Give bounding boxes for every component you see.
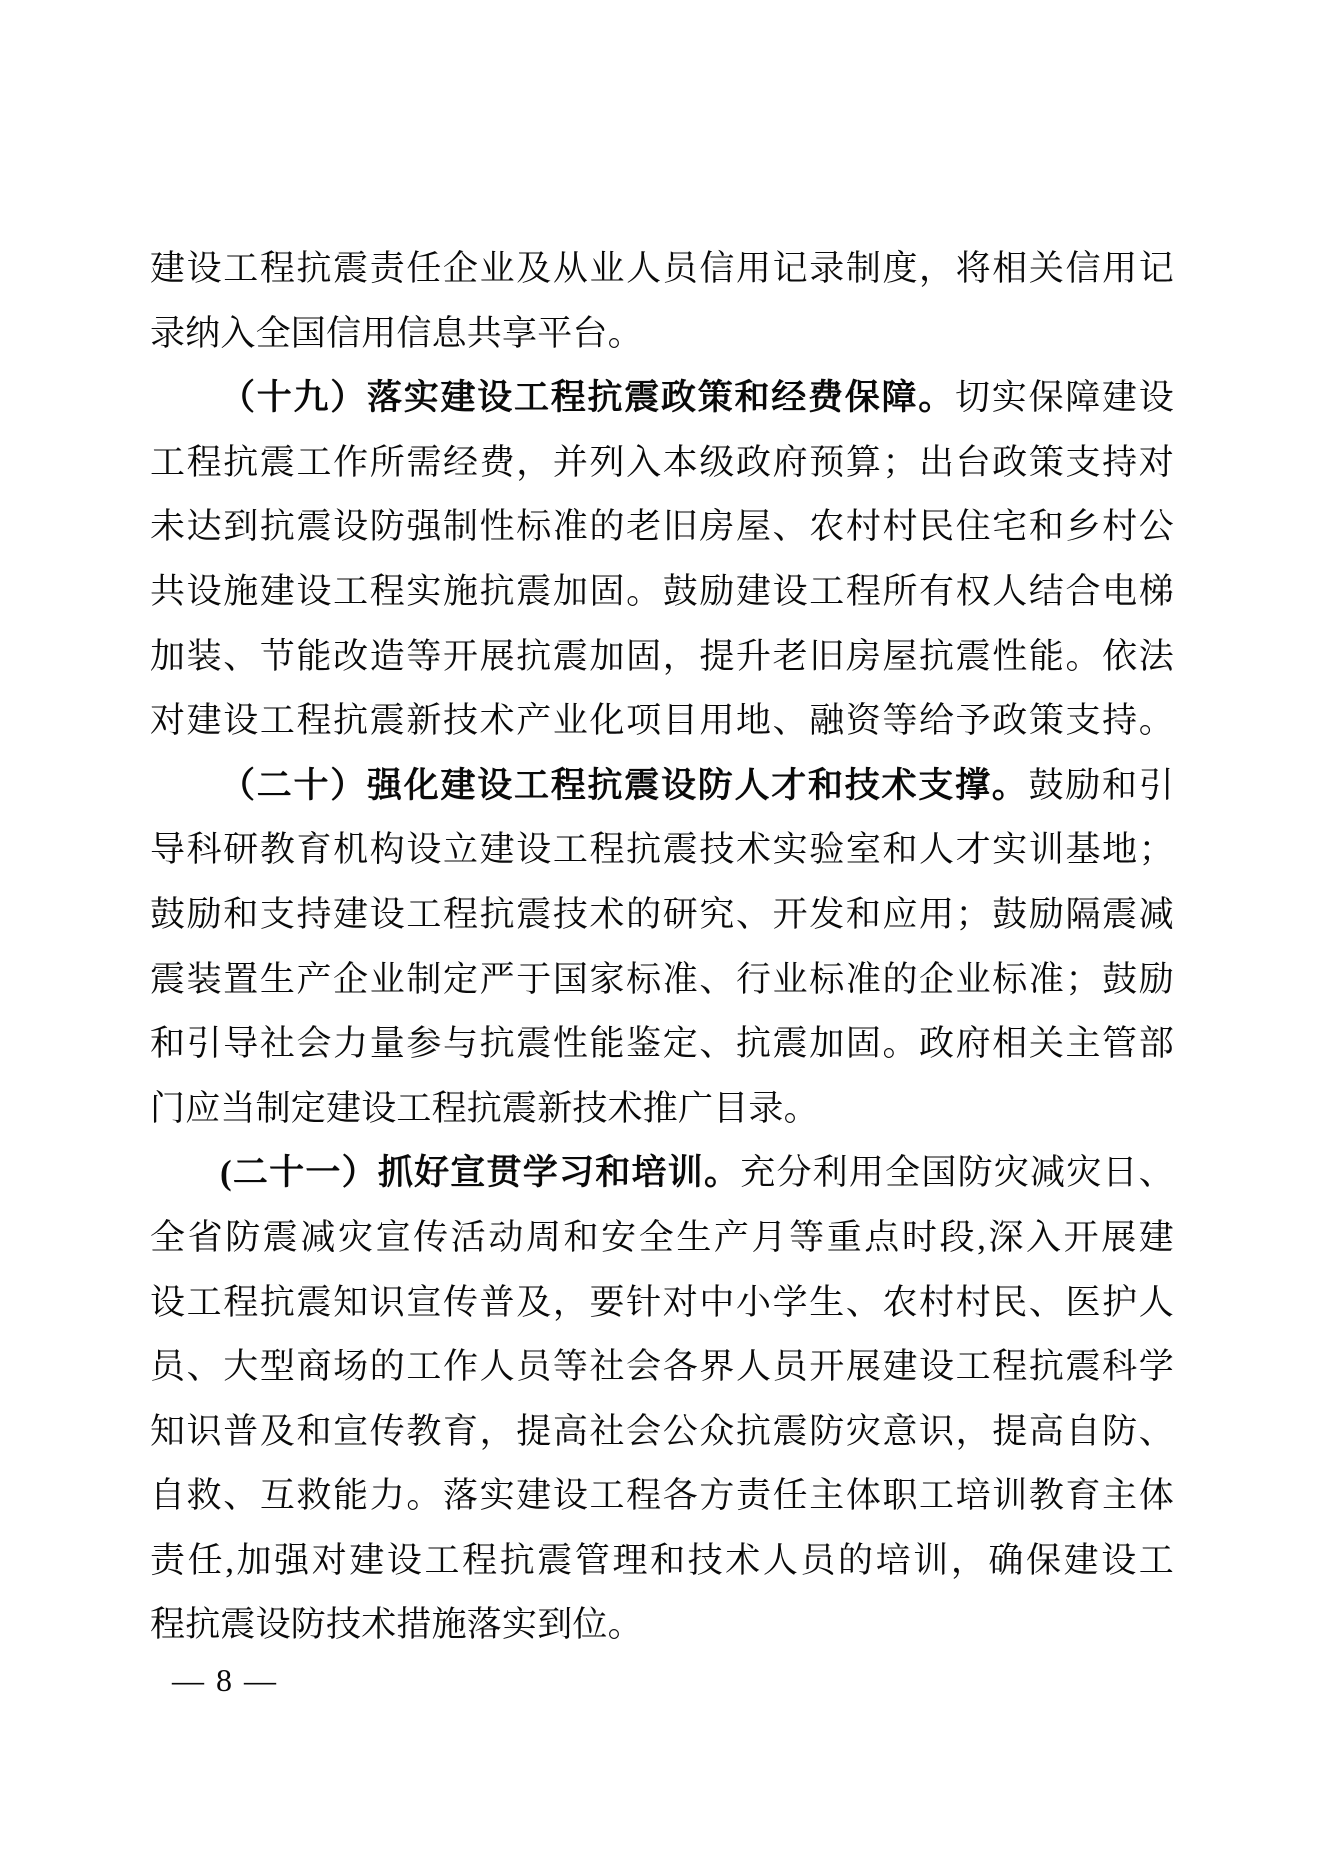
text-line [150, 1335, 1174, 1400]
body-text: 未达到抗震设防强制性标准的老旧房屋、农村村民住宅和乡村公 [150, 507, 1174, 547]
body-text: 充分利用全国防灾减灾日、 [740, 1153, 1174, 1193]
text-line [150, 560, 1174, 625]
text-line [150, 495, 1174, 560]
text-line [150, 948, 1174, 1013]
body-text: 导科研教育机构设立建设工程抗震技术实验室和人才实训基地； [150, 830, 1174, 870]
text-line [150, 1012, 1174, 1077]
body-text: 切实保障建设 [955, 378, 1174, 418]
text-line [150, 1206, 1174, 1271]
body-text: 责任,加强对建设工程抗震管理和技术人员的培训，确保建设工 [150, 1540, 1174, 1580]
body-text: 自救、互救能力。落实建设工程各方责任主体职工培训教育主体 [150, 1476, 1174, 1516]
body-text: 知识普及和宣传教育，提高社会公众抗震防灾意识，提高自防、 [150, 1411, 1174, 1451]
body-text: 设工程抗震知识宣传普及，要针对中小学生、农村村民、医护人 [150, 1282, 1174, 1322]
body-text: 员、大型商场的工作人员等社会各界人员开展建设工程抗震科学 [150, 1347, 1174, 1387]
body-text: 工程抗震工作所需经费，并列入本级政府预算；出台政策支持对 [150, 442, 1174, 482]
text-line [150, 431, 1174, 496]
text-line [150, 1271, 1174, 1336]
document-body [150, 237, 1174, 1658]
text-line [150, 689, 1174, 754]
body-text: 共设施建设工程实施抗震加固。鼓励建设工程所有权人结合电梯 [150, 571, 1174, 611]
text-line [150, 237, 1174, 302]
text-line [150, 818, 1174, 883]
text-line [150, 302, 1174, 367]
body-text: 和引导社会力量参与抗震性能鉴定、抗震加固。政府相关主管部 [150, 1024, 1174, 1064]
clause-heading: （十九）落实建设工程抗震政策和经费保障。 [220, 378, 956, 418]
text-line [150, 883, 1174, 948]
page-number: — 8 — [172, 1662, 278, 1698]
body-text: 震装置生产企业制定严于国家标准、行业标准的企业标准；鼓励 [150, 959, 1174, 999]
body-text: 门应当制定建设工程抗震新技术推广目录。 [150, 1088, 819, 1128]
body-text: 鼓励和支持建设工程抗震技术的研究、开发和应用；鼓励隔震减 [150, 894, 1174, 934]
body-text: 程抗震设防技术措施落实到位。 [150, 1605, 643, 1645]
text-line [150, 366, 1174, 431]
text-line [150, 1077, 1174, 1142]
body-text: 建设工程抗震责任企业及从业人员信用记录制度，将相关信用记 [150, 249, 1174, 288]
clause-heading: (二十一）抓好宣贯学习和培训。 [220, 1153, 741, 1193]
clause-heading: （二十）强化建设工程抗震设防人才和技术支撑。 [220, 765, 1029, 805]
text-line [150, 1593, 1174, 1658]
text-line [150, 1141, 1174, 1206]
body-text: 鼓励和引 [1028, 765, 1174, 805]
text-line [150, 1400, 1174, 1465]
body-text: 对建设工程抗震新技术产业化项目用地、融资等给予政策支持。 [150, 701, 1174, 741]
text-line [150, 1464, 1174, 1529]
body-text: 全省防震减灾宣传活动周和安全生产月等重点时段,深入开展建 [150, 1217, 1174, 1257]
text-line [150, 754, 1174, 819]
text-line [150, 625, 1174, 690]
body-text: 录纳入全国信用信息共享平台。 [150, 313, 643, 353]
text-line [150, 1529, 1174, 1594]
body-text: 加装、节能改造等开展抗震加固，提升老旧房屋抗震性能。依法 [150, 636, 1174, 676]
